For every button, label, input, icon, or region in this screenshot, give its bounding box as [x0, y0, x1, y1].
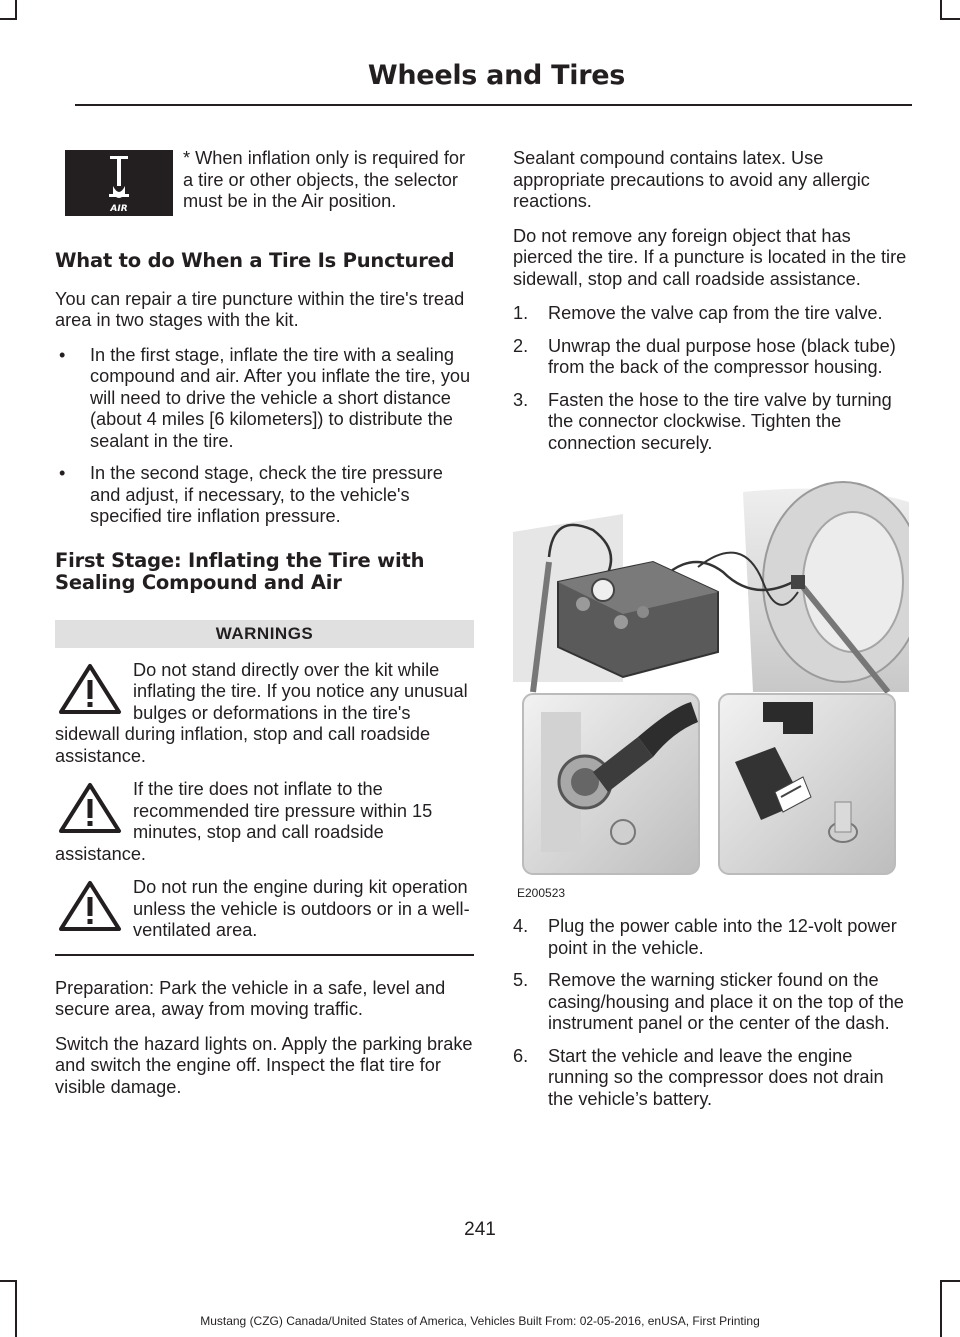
section-heading-punctured: What to do When a Tire Is Punctured: [55, 248, 455, 272]
crop-mark: [0, 18, 17, 20]
list-item: 1. Remove the valve cap from the tire valve.: [513, 303, 883, 323]
crop-mark: [940, 1280, 960, 1282]
warning-triangle-icon: [55, 779, 125, 837]
header-rule: [75, 104, 912, 106]
page-title: Wheels and Tires: [367, 60, 625, 91]
crop-mark: [940, 1280, 942, 1337]
list-item: 3. Fasten the hose to the tire valve by turning the connector clockwise. Tighten the connection securely.: [513, 389, 892, 453]
compressor-illustration: [513, 472, 909, 900]
warning-item: Do not stand directly over the kit while inflating the tire. If you notice any unusual bulges or deformations in the tire's sidewall during inflation, stop and call roadside assistance.: [55, 659, 468, 766]
bullet-marker: •: [59, 344, 66, 365]
crop-mark: [940, 18, 960, 20]
warnings-end-rule: [55, 954, 474, 956]
intro-paragraph: * When inflation only is required for a tire or other objects, the selector must be in the Air position.: [183, 148, 466, 211]
air-pump-icon: [65, 150, 173, 216]
latex-paragraph: Sealant compound contains latex. Use appropriate precautions to avoid any allergic reactions.: [513, 148, 870, 211]
stage-bullet-list: [55, 345, 474, 528]
foreign-object-paragraph: Do not remove any foreign object that has pierced the tire. If a puncture is located in the tire sidewall, stop and call roadside assistance.: [513, 225, 907, 289]
list-item: 6. Start the vehicle and leave the engine running so the compressor does not drain the vehicle’s battery.: [513, 1045, 884, 1109]
crop-mark: [0, 1280, 17, 1282]
crop-mark: [15, 1280, 17, 1337]
tire-kit-diagram: [513, 472, 909, 900]
list-item: • In the first stage, inflate the tire with a sealing compound and air. After you inflate the tire, you will need to drive the vehicle a short distance (about 4 miles [6 kilometers]) to distribute the sealant in the tire.: [59, 344, 471, 451]
right-column: [513, 148, 909, 1122]
svg-text:AIR: AIR: [110, 204, 128, 214]
footer-text: Mustang (CZG) Canada/United States of America, Vehicles Built From: 02-05-2016, enUSA, First Printing: [200, 1314, 760, 1328]
left-column: [55, 148, 474, 1111]
hazard-paragraph: Switch the hazard lights on. Apply the parking brake and switch the engine off. Inspect the flat tire for visible damage.: [55, 1033, 473, 1097]
repair-paragraph: You can repair a tire puncture within the tire's tread area in two stages with the kit.: [55, 288, 465, 330]
list-item: 5. Remove the warning sticker found on the casing/housing and place it on the top of the instrument panel or the center of the dash.: [513, 970, 904, 1033]
page-number: 241: [464, 1219, 496, 1240]
figure-label: E200523: [517, 886, 566, 900]
steps-list-b: [513, 916, 909, 1110]
warning-triangle-icon: [55, 877, 125, 935]
intro-block: [55, 148, 474, 226]
preparation-paragraph: Preparation: Park the vehicle in a safe, level and secure area, away from moving traffic.: [55, 977, 446, 1019]
list-item: 2. Unwrap the dual purpose hose (black tube) from the back of the compressor housing.: [513, 335, 896, 377]
warning-item: If the tire does not inflate to the recommended tire pressure within 15 minutes, stop and call roadside assistance.: [55, 779, 433, 864]
air-mode-icon: [65, 150, 173, 216]
bullet-marker: •: [59, 463, 66, 483]
steps-list-a: [513, 303, 909, 454]
crop-mark: [15, 0, 17, 20]
warnings-title: WARNINGS: [55, 620, 474, 648]
section-heading-first-stage: First Stage: Inflating the Tire with Sealing Compound and Air: [55, 548, 425, 594]
warning-item: Do not run the engine during kit operation unless the vehicle is outdoors or in a well-ventilated area.: [55, 877, 474, 942]
crop-mark: [940, 0, 942, 20]
list-item: • In the second stage, check the tire pressure and adjust, if necessary, to the vehicle's specified tire inflation pressure.: [59, 463, 443, 526]
warning-triangle-icon: [55, 660, 125, 718]
list-item: 4. Plug the power cable into the 12-volt power point in the vehicle.: [513, 916, 897, 958]
